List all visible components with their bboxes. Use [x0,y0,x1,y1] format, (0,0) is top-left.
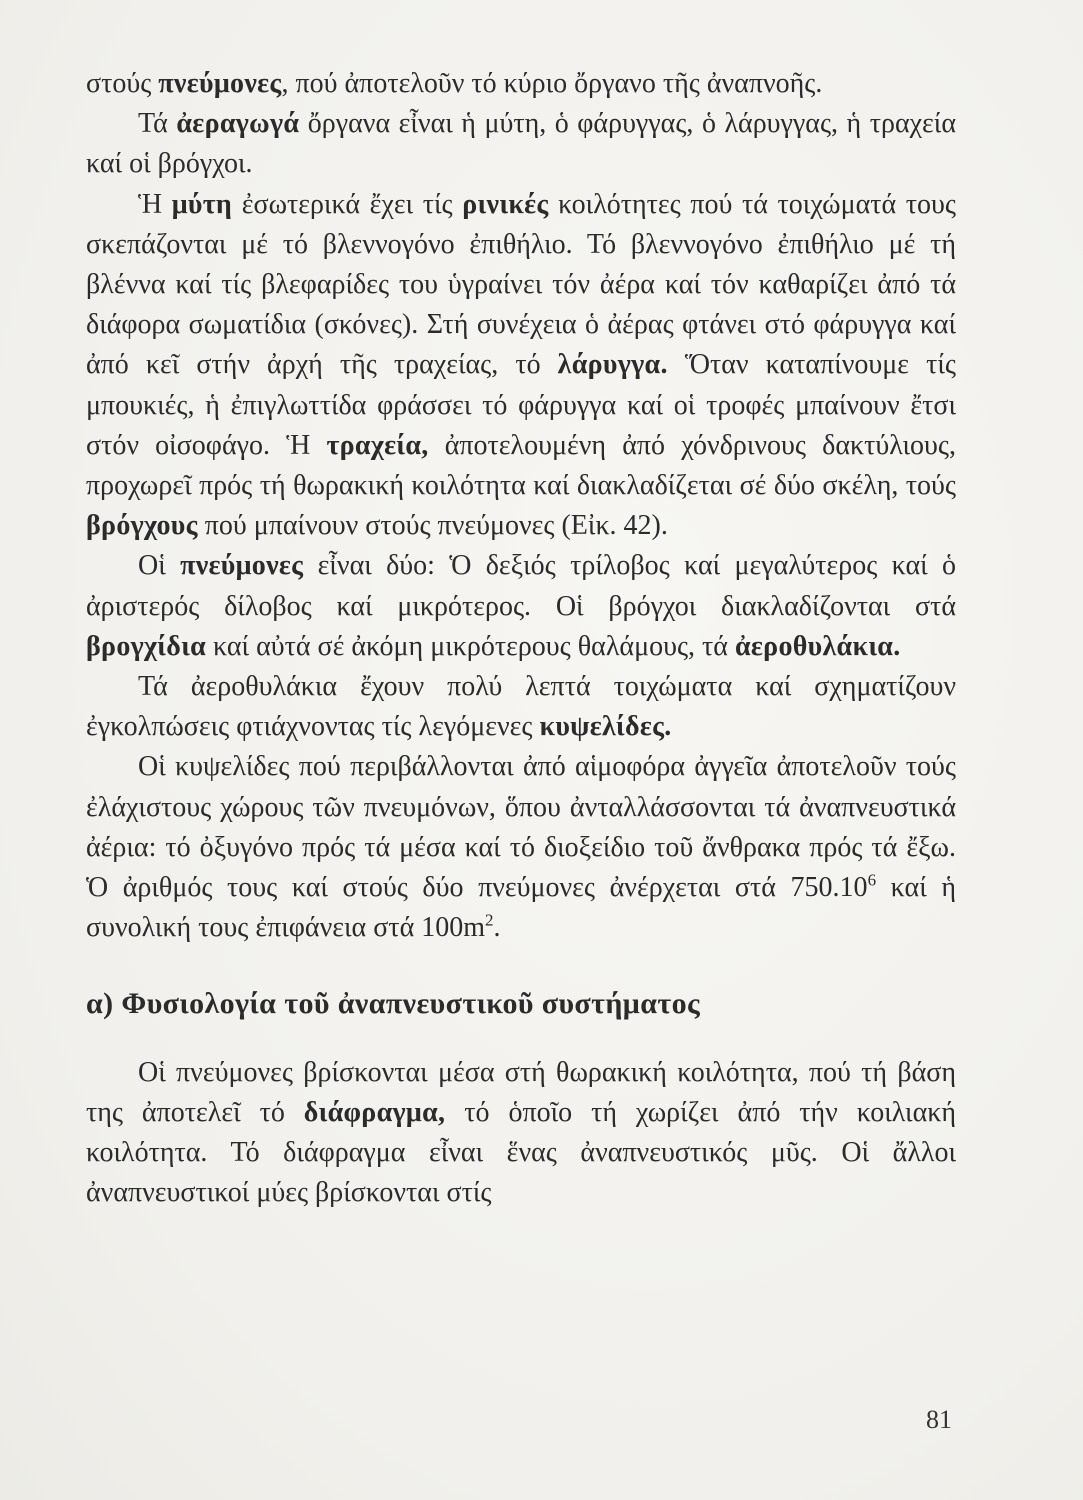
text-run: στούς [86,68,159,99]
text-run: κοιλότητες πού τά τοιχώματά τους σκεπάζονται μέ τό βλεννογόνο ἐπιθήλιο. Τό βλεννογόνο ἐπιθήλιο μέ τή βλέννα καί τίς βλεφαρίδες του ὑγραίνει τόν ἀέρα καί τόν καθαρίζει ἀπό τά διάφορα σωματίδια (σκόνες). Στή συνέχεια ὁ ἀέρας φτάνει στό φάρυγγα καί ἀπό κεῖ στήν ἀρχή τῆς τραχείας, τό [86,188,956,381]
paragraph-p4 [86,667,956,747]
paragraph-p6 [86,1053,956,1214]
paragraph-p5 [86,747,956,948]
page-number: 81 [926,1405,952,1434]
text-run: ἀποτελουμένη ἀπό χόνδρινους δακτύλιους, προχωρεῖ πρός τή θωρακική κοιλότητα καί διακλαδίζεται σέ δύο σκέλη, τούς [86,429,956,502]
bold-term: μύτη [171,188,233,220]
text-run: . [493,912,501,944]
bold-term: κυψελίδες. [539,711,672,743]
paragraph-p0 [86,64,956,104]
bold-term: πνεύμονες [158,68,282,99]
text-run: Οἱ κυψελίδες πού περιβάλλονται ἀπό αἱμοφόρα ἀγγεῖα ἀποτελοῦν τούς ἐλάχιστους χώρους τῶν πνευμόνων, ὅπου ἀνταλλάσσονται τά ἀναπνευστικά ἀέρια: τό ὀξυγόνο πρός τά μέσα καί τό διοξείδιο τοῦ ἄνθρακα πρός τά ἔξω. Ὁ ἀριθμός τους καί στούς δύο πνεύμονες ἀνέρχεται στά 750.10 [86,751,956,904]
text-run: Ὅταν καταπίνουμε τίς μπουκιές, ἡ ἐπιγλωττίδα φράσσει τό φάρυγγα καί οἱ τροφές μπαίνουν ἔτσι στόν οἰσοφάγο. Ἡ [86,349,956,461]
text-run: καί αὐτά σέ ἀκόμη μικρότερους θαλάμους, τά [206,630,735,662]
text-run: πού μπαίνουν στούς πνεύμονες (Εἰκ. 42). [197,510,668,542]
text-run: Τά ἀεροθυλάκια ἔχουν πολύ λεπτά τοιχώματα καί σχηματίζουν ἐγκολπώσεις φτιάχνοντας τίς λεγόμενες [86,671,956,743]
text-run: ὄργανα εἶναι ἡ μύτη, ὁ φάρυγγας, ὁ λάρυγγας, ἡ τραχεία καί οἱ βρόγχοι. [86,108,957,180]
bold-term: ἀεραγωγά [176,108,300,140]
text-run: καί ἡ συνολική τους ἐπιφάνεια στά 100m [86,872,956,944]
text-run: Τά [138,108,177,140]
paragraph-p3 [86,546,956,667]
superscript: 2 [485,910,494,930]
body-text [86,64,956,1213]
paragraphs-after-heading [86,1053,956,1214]
text-run: Οἱ πνεύμονες βρίσκονται μέσα στή θωρακική κοιλότητα, πού τή βάση της ἀποτελεῖ τό [86,1056,956,1128]
bold-term: πνεύμονες [180,550,304,582]
bold-term: λάρυγγα. [557,349,668,381]
text-run: , πού ἀποτελοῦν τό κύριο ὄργανο τῆς ἀναπνοῆς. [281,68,823,99]
text-run: Ἡ [138,188,172,220]
text-run: εἶναι δύο: Ὁ δεξιός τρίλοβος καί μεγαλύτερος καί ὁ ἀριστερός δίλοβος καί μικρότερος. Οἱ βρόγχοι διακλαδίζονται στά [86,550,956,622]
bold-term: βρόγχους [86,510,198,542]
bold-term: τραχεία, [326,429,429,461]
paragraphs-before-heading [86,64,956,948]
text-run: Οἱ [138,550,181,582]
text-run: τό ὁποῖο τή χωρίζει ἀπό τήν κοιλιακή κοιλότητα. Τό διάφραγμα εἶναι ἕνας ἀναπνευστικός μῦς. Οἱ ἄλλοι ἀναπνευστικοί μύες βρίσκονται στίς [86,1096,957,1209]
bold-term: ρινικές [462,188,549,220]
bold-term: διάφραγμα, [303,1096,446,1128]
section-heading: α) Φυσιολογία τοῦ ἀναπνευστικοῦ συστήματος [86,987,701,1021]
bold-term: ἀεροθυλάκια. [734,630,901,662]
text-run: ἐσωτερικά ἔχει τίς [232,188,463,220]
bold-term: βρογχίδια [86,630,206,662]
superscript: 6 [867,870,877,890]
paragraph-p2 [86,185,956,547]
paragraph-p1 [86,104,956,184]
